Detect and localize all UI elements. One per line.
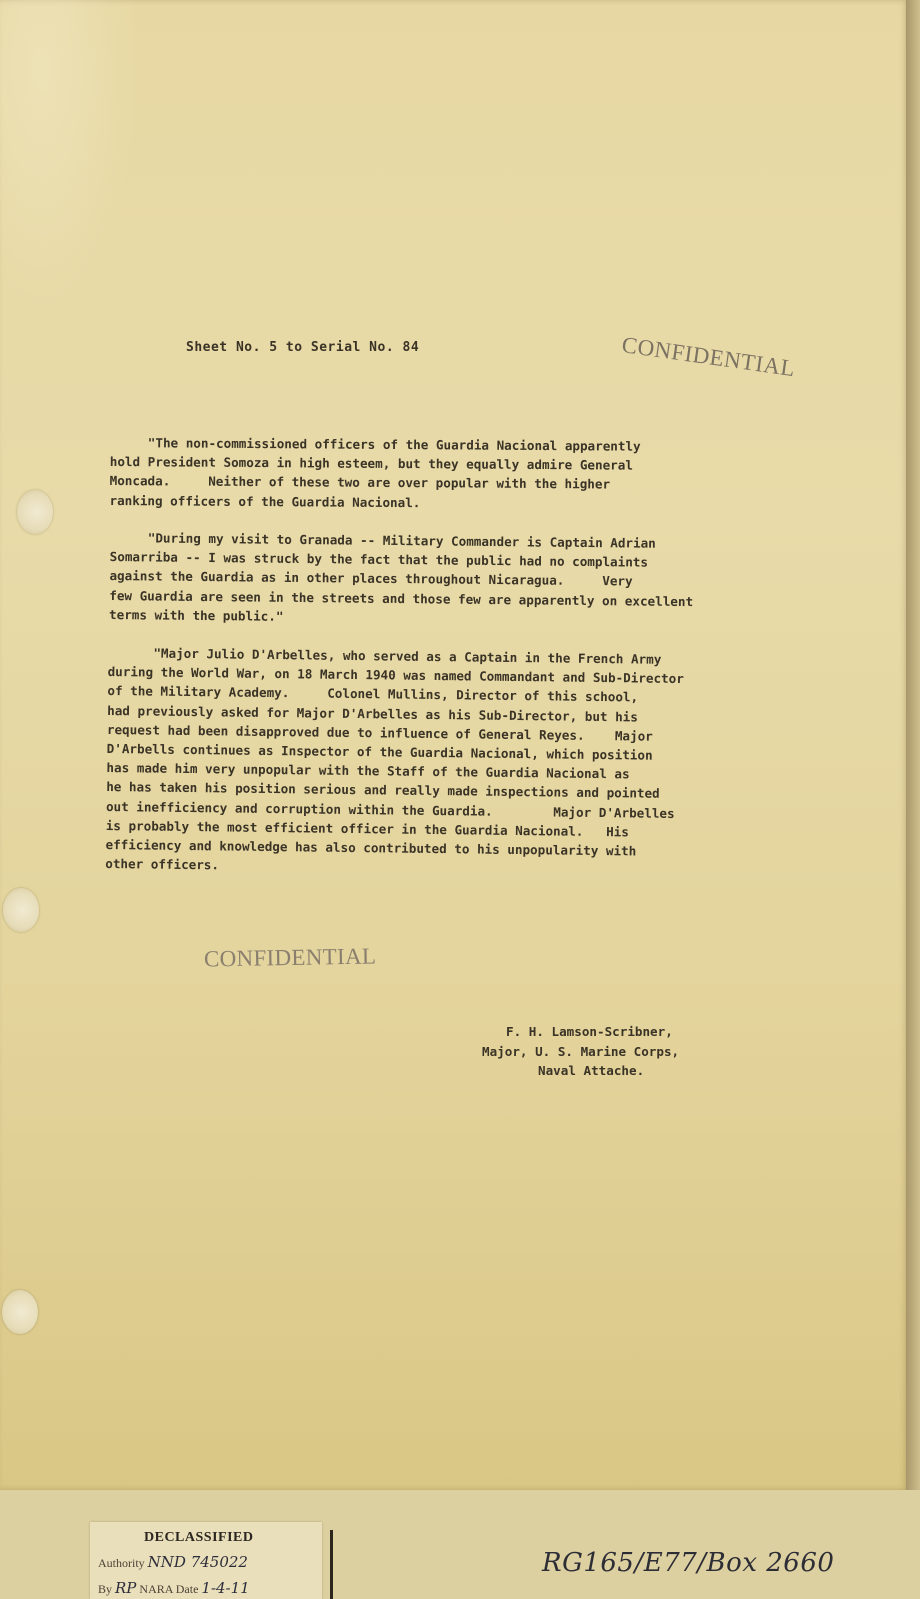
signature-name: F. H. Lamson-Scribner, <box>506 1024 673 1039</box>
declassification-authority <box>98 1553 248 1571</box>
box-reference: RG165/E77/Box 2660 <box>542 1548 835 1578</box>
punch-hole <box>17 490 53 534</box>
declassified-title: DECLASSIFIED <box>144 1530 254 1545</box>
nara-date-value: 1-4-11 <box>201 1579 250 1597</box>
signature-block <box>482 1022 679 1081</box>
confidential-stamp-top: CONFIDENTIAL <box>620 332 797 382</box>
signature-title: Naval Attache. <box>538 1063 645 1078</box>
by-label: By <box>98 1582 113 1596</box>
punch-hole <box>2 1290 38 1334</box>
body-paragraph: "The non-commissioned officers of the Guardia Nacional apparently hold President Somoza in high esteem, but they equally admire General Moncada. Neither of these two are over popular with the higher ranking officers of the Guardia Nacional. <box>109 434 641 510</box>
page-edge <box>906 0 920 1490</box>
confidential-stamp-bottom: CONFIDENTIAL <box>203 943 377 972</box>
sheet-header: Sheet No. 5 to Serial No. 84 <box>186 340 420 355</box>
strip-divider <box>330 1530 333 1599</box>
authority-value: NND 745022 <box>147 1553 248 1571</box>
signature-rank: Major, U. S. Marine Corps, <box>482 1043 680 1059</box>
nara-date-label: NARA Date <box>139 1582 199 1596</box>
declassification-by <box>98 1579 250 1597</box>
by-value: RP <box>115 1579 137 1597</box>
punch-hole <box>3 888 39 932</box>
body-paragraph: "During my visit to Granada -- Military Commander is Captain Adrian Somarriba -- I was struck by the fact that the public had no complaints against the Guardia as in other places throughout Nicaragua. Very few Guardia are seen in the streets and those few are apparently on excellent terms with the public." <box>109 529 694 624</box>
authority-label: Authority <box>98 1556 145 1570</box>
body-paragraph: "Major Julio D'Arbelles, who served as a Captain in the French Army during the World War, on 18 March 1940 was named Commandant and Sub-Director of the Military Academy. Colonel Mullins, Director of this school, had previously asked for Major D'Arbelles as his Sub-Director, but his request had been disapproved due to influence of General Reyes. Major D'Arbells continues as Inspector of the Guardia Nacional, which position has made him very unpopular with the Staff of the Guardia Nacional as he has taken his position serious and really made inspections and pointed out inefficiency and corruption within the Guardia. Major D'Arbelles is probably the most efficient officer in the Guardia Nacional. His efficiency and knowledge has also contributed to his unpopularity with other officers. <box>105 644 684 873</box>
